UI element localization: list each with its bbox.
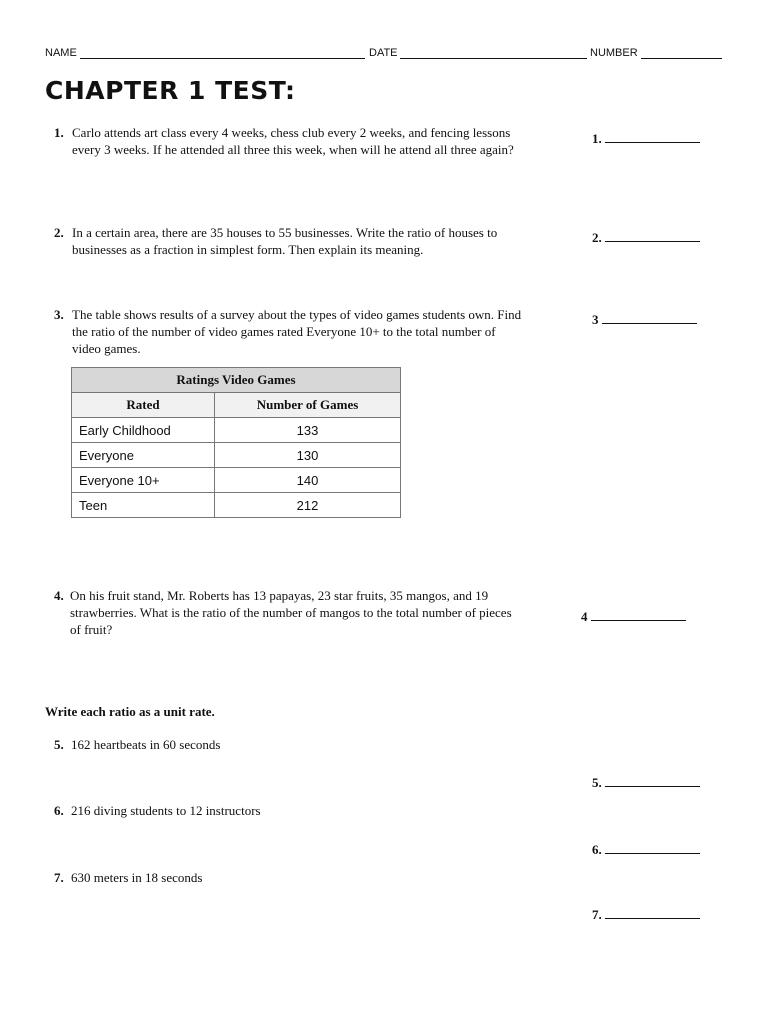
column-header-number-of-games: Number of Games — [215, 393, 401, 418]
question-text: The table shows results of a survey about the types of video games students own. Find the ratio of the number of video games rated Everyone 10+ to the total number of video games. — [72, 307, 522, 356]
question-number: 3. — [54, 307, 64, 322]
question-number: 5. — [54, 737, 64, 752]
answer-line-6[interactable] — [592, 840, 700, 858]
count-cell: 133 — [215, 418, 401, 443]
question-number: 2. — [54, 225, 64, 240]
answer-line-4[interactable] — [581, 607, 686, 625]
answer-label: 6. — [592, 842, 602, 857]
answer-label: 5. — [592, 775, 602, 790]
answer-line-7[interactable] — [592, 905, 700, 923]
date-blank[interactable] — [400, 58, 587, 59]
page-title: CHAPTER 1 TEST: — [45, 76, 296, 105]
question-text: On his fruit stand, Mr. Roberts has 13 papayas, 23 star fruits, 35 mangos, and 19 strawberries. What is the ratio of the number of mangos to the total number of pieces of fruit? — [70, 588, 512, 637]
answer-line-2[interactable] — [592, 228, 700, 246]
question-number: 6. — [54, 803, 64, 818]
section-heading: Write each ratio as a unit rate. — [45, 704, 215, 719]
answer-line-1[interactable] — [592, 129, 700, 147]
count-cell: 130 — [215, 443, 401, 468]
answer-label: 2. — [592, 230, 602, 245]
answer-label: 1. — [592, 131, 602, 146]
question-text: Carlo attends art class every 4 weeks, chess club every 2 weeks, and fencing lessons every 3 weeks. If he attended all three this week, when will he attend all three again? — [72, 125, 514, 157]
question-text: In a certain area, there are 35 houses to 55 businesses. Write the ratio of houses to businesses as a fraction in simplest form. Then explain its meaning. — [72, 225, 498, 257]
table-row — [72, 418, 401, 443]
name-label: NAME — [45, 47, 77, 59]
name-blank[interactable] — [80, 58, 365, 59]
table-row — [72, 493, 401, 518]
table-row — [72, 468, 401, 493]
count-cell: 140 — [215, 468, 401, 493]
ratings-table — [71, 367, 401, 518]
answer-label: 3 — [592, 312, 599, 327]
question-number: 1. — [54, 125, 64, 140]
table-caption: Ratings Video Games — [72, 368, 401, 393]
table-row — [72, 443, 401, 468]
answer-line-5[interactable] — [592, 773, 700, 791]
answer-line-3[interactable] — [592, 310, 697, 328]
rating-cell: Everyone — [72, 443, 215, 468]
question-number: 7. — [54, 870, 64, 885]
rating-cell: Everyone 10+ — [72, 468, 215, 493]
rating-cell: Early Childhood — [72, 418, 215, 443]
rating-cell: Teen — [72, 493, 215, 518]
answer-label: 4 — [581, 609, 588, 624]
answer-label: 7. — [592, 907, 602, 922]
question-text: 630 meters in 18 seconds — [71, 870, 203, 885]
column-header-rated: Rated — [72, 393, 215, 418]
question-number: 4. — [54, 588, 64, 603]
question-text: 216 diving students to 12 instructors — [71, 803, 261, 818]
number-label: NUMBER — [590, 47, 638, 59]
question-text: 162 heartbeats in 60 seconds — [71, 737, 221, 752]
number-blank[interactable] — [641, 58, 722, 59]
date-label: DATE — [369, 47, 398, 59]
count-cell: 212 — [215, 493, 401, 518]
